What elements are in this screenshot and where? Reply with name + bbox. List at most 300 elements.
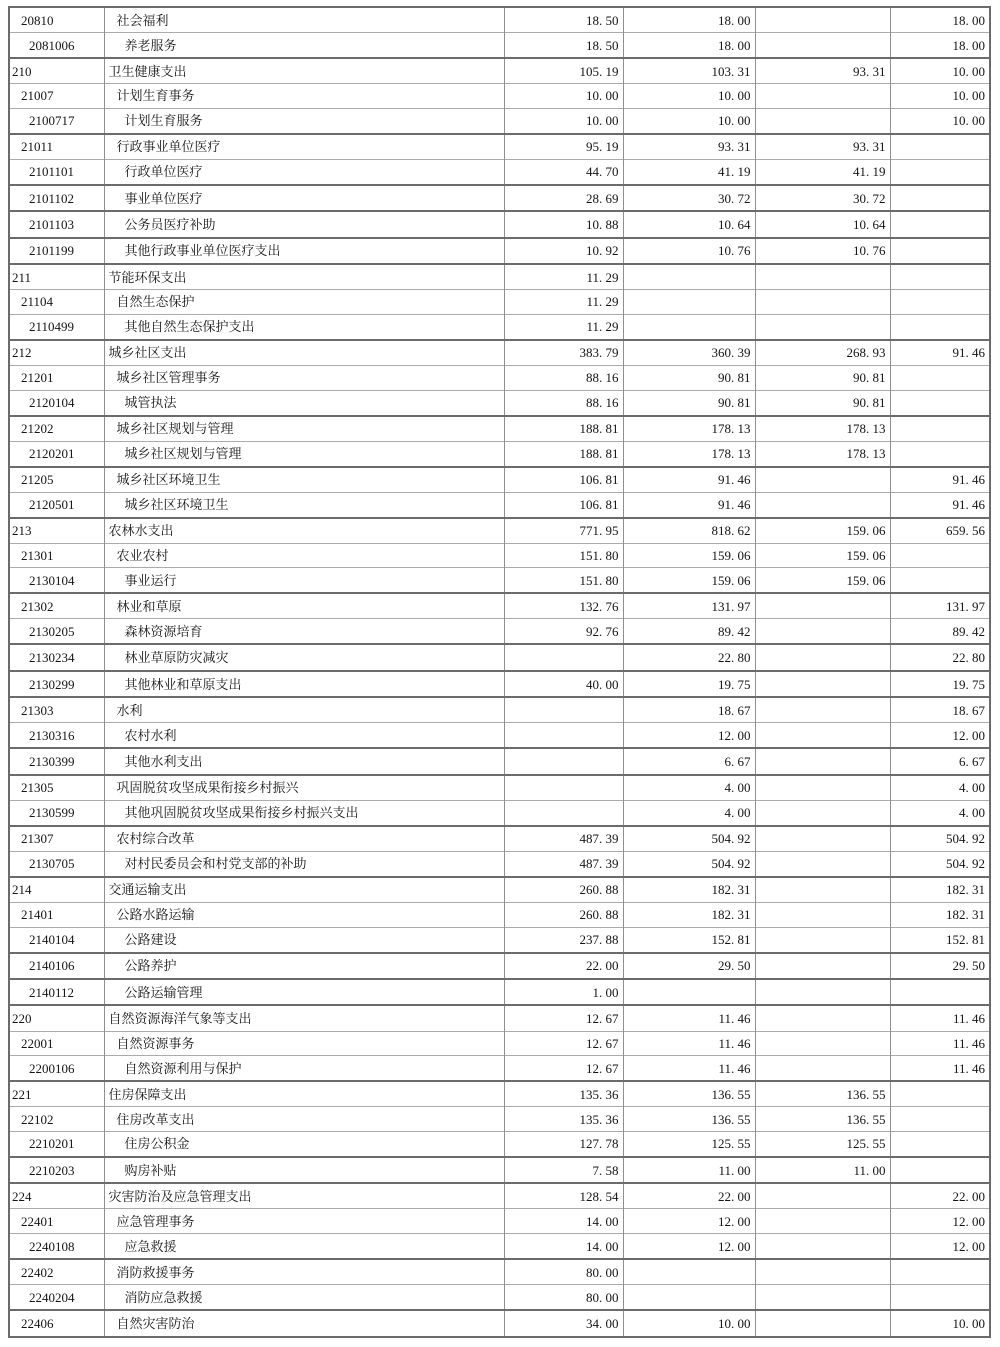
- value-cell: 11. 46: [890, 1056, 990, 1082]
- code-cell: 2240108: [9, 1234, 104, 1260]
- name-cell: 养老服务: [104, 33, 504, 59]
- value-cell: [755, 953, 890, 979]
- code-cell: 22401: [9, 1209, 104, 1234]
- value-cell: [755, 979, 890, 1005]
- value-cell: 22. 80: [623, 644, 755, 670]
- value-cell: [755, 927, 890, 953]
- name-cell: 农业农村: [104, 543, 504, 568]
- value-cell: 18. 50: [504, 7, 623, 33]
- table-row: [9, 1285, 990, 1311]
- value-cell: 268. 93: [755, 340, 890, 366]
- value-cell: 182. 31: [890, 902, 990, 927]
- name-cell: 公路养护: [104, 953, 504, 979]
- table-body: [9, 7, 990, 1337]
- name-cell: 公路运输管理: [104, 979, 504, 1005]
- table-row: [9, 1107, 990, 1132]
- name-cell: 对村民委员会和村党支部的补助: [104, 851, 504, 877]
- table-row: [9, 902, 990, 927]
- value-cell: 135. 36: [504, 1107, 623, 1132]
- value-cell: [890, 365, 990, 390]
- value-cell: [890, 134, 990, 160]
- value-cell: 12. 00: [890, 1234, 990, 1260]
- value-cell: 91. 46: [623, 467, 755, 493]
- value-cell: [890, 1285, 990, 1311]
- value-cell: [890, 441, 990, 467]
- code-cell: 211: [9, 264, 104, 290]
- name-cell: 城乡社区支出: [104, 340, 504, 366]
- code-cell: 213: [9, 518, 104, 544]
- value-cell: [755, 1285, 890, 1311]
- table-row: [9, 365, 990, 390]
- value-cell: 22. 00: [890, 1183, 990, 1209]
- table-row: [9, 1259, 990, 1285]
- value-cell: 18. 50: [504, 33, 623, 59]
- table-row: [9, 492, 990, 518]
- value-cell: [755, 851, 890, 877]
- table-row: [9, 185, 990, 211]
- code-cell: 2130399: [9, 748, 104, 774]
- name-cell: 购房补贴: [104, 1157, 504, 1183]
- value-cell: [755, 1234, 890, 1260]
- code-cell: 2130205: [9, 619, 104, 645]
- value-cell: [890, 159, 990, 185]
- code-cell: 224: [9, 1183, 104, 1209]
- value-cell: 90. 81: [755, 365, 890, 390]
- value-cell: 136. 55: [755, 1107, 890, 1132]
- value-cell: [890, 390, 990, 416]
- name-cell: 住房保障支出: [104, 1081, 504, 1107]
- value-cell: [890, 1157, 990, 1183]
- value-cell: 90. 81: [755, 390, 890, 416]
- code-cell: 21201: [9, 365, 104, 390]
- name-cell: 自然灾害防治: [104, 1310, 504, 1337]
- value-cell: [755, 492, 890, 518]
- table-row: [9, 58, 990, 84]
- value-cell: 41. 19: [755, 159, 890, 185]
- name-cell: 其他巩固脱贫攻坚成果衔接乡村振兴支出: [104, 800, 504, 826]
- value-cell: 237. 88: [504, 927, 623, 953]
- value-cell: 151. 80: [504, 568, 623, 594]
- value-cell: 10. 92: [504, 238, 623, 264]
- value-cell: [623, 979, 755, 1005]
- value-cell: 178. 13: [623, 416, 755, 442]
- code-cell: 2130104: [9, 568, 104, 594]
- value-cell: 136. 55: [623, 1107, 755, 1132]
- code-cell: 214: [9, 877, 104, 903]
- name-cell: 节能环保支出: [104, 264, 504, 290]
- name-cell: 城乡社区环境卫生: [104, 492, 504, 518]
- value-cell: 159. 06: [623, 568, 755, 594]
- value-cell: [890, 211, 990, 237]
- value-cell: [755, 800, 890, 826]
- name-cell: 农村水利: [104, 723, 504, 749]
- name-cell: 社会福利: [104, 7, 504, 33]
- table-row: [9, 1005, 990, 1031]
- value-cell: 10. 00: [504, 84, 623, 109]
- value-cell: [755, 826, 890, 852]
- value-cell: [504, 748, 623, 774]
- value-cell: [755, 7, 890, 33]
- table-row: [9, 340, 990, 366]
- value-cell: 88. 16: [504, 390, 623, 416]
- code-cell: 21007: [9, 84, 104, 109]
- value-cell: 159. 06: [755, 543, 890, 568]
- code-cell: 21202: [9, 416, 104, 442]
- table-row: [9, 390, 990, 416]
- value-cell: 260. 88: [504, 902, 623, 927]
- code-cell: 21401: [9, 902, 104, 927]
- value-cell: 260. 88: [504, 877, 623, 903]
- table-row: [9, 211, 990, 237]
- value-cell: [755, 1031, 890, 1056]
- value-cell: 106. 81: [504, 492, 623, 518]
- value-cell: 14. 00: [504, 1209, 623, 1234]
- value-cell: 125. 55: [623, 1131, 755, 1157]
- code-cell: 21205: [9, 467, 104, 493]
- table-row: [9, 775, 990, 801]
- value-cell: [890, 1081, 990, 1107]
- table-row: [9, 800, 990, 826]
- code-cell: 2081006: [9, 33, 104, 59]
- value-cell: 10. 00: [890, 84, 990, 109]
- value-cell: 44. 70: [504, 159, 623, 185]
- value-cell: 12. 67: [504, 1031, 623, 1056]
- value-cell: [504, 800, 623, 826]
- name-cell: 水利: [104, 697, 504, 723]
- value-cell: [755, 877, 890, 903]
- value-cell: 11. 46: [623, 1056, 755, 1082]
- table-row: [9, 33, 990, 59]
- value-cell: 159. 06: [755, 568, 890, 594]
- value-cell: 182. 31: [623, 902, 755, 927]
- name-cell: 行政事业单位医疗: [104, 134, 504, 160]
- table-row: [9, 1183, 990, 1209]
- name-cell: 其他行政事业单位医疗支出: [104, 238, 504, 264]
- table-row: [9, 159, 990, 185]
- value-cell: 487. 39: [504, 851, 623, 877]
- value-cell: 135. 36: [504, 1081, 623, 1107]
- code-cell: 2101199: [9, 238, 104, 264]
- name-cell: 应急管理事务: [104, 1209, 504, 1234]
- name-cell: 卫生健康支出: [104, 58, 504, 84]
- code-cell: 22402: [9, 1259, 104, 1285]
- code-cell: 21303: [9, 697, 104, 723]
- code-cell: 21011: [9, 134, 104, 160]
- name-cell: 计划生育事务: [104, 84, 504, 109]
- value-cell: 29. 50: [623, 953, 755, 979]
- value-cell: 10. 64: [755, 211, 890, 237]
- value-cell: 30. 72: [755, 185, 890, 211]
- name-cell: 住房改革支出: [104, 1107, 504, 1132]
- value-cell: [890, 568, 990, 594]
- value-cell: 136. 55: [755, 1081, 890, 1107]
- table-row: [9, 877, 990, 903]
- code-cell: 2200106: [9, 1056, 104, 1082]
- value-cell: 18. 00: [890, 7, 990, 33]
- table-row: [9, 568, 990, 594]
- value-cell: [755, 1005, 890, 1031]
- value-cell: 95. 19: [504, 134, 623, 160]
- value-cell: 106. 81: [504, 467, 623, 493]
- value-cell: 131. 97: [623, 593, 755, 619]
- code-cell: 21302: [9, 593, 104, 619]
- value-cell: [890, 314, 990, 340]
- table-row: [9, 1234, 990, 1260]
- value-cell: 1. 00: [504, 979, 623, 1005]
- code-cell: 21301: [9, 543, 104, 568]
- table-row: [9, 671, 990, 697]
- value-cell: [504, 697, 623, 723]
- value-cell: 14. 00: [504, 1234, 623, 1260]
- value-cell: 80. 00: [504, 1259, 623, 1285]
- value-cell: 504. 92: [623, 826, 755, 852]
- table-row: [9, 518, 990, 544]
- value-cell: 18. 00: [890, 33, 990, 59]
- value-cell: 10. 00: [890, 1310, 990, 1337]
- value-cell: 11. 29: [504, 290, 623, 315]
- value-cell: [623, 290, 755, 315]
- value-cell: 10. 00: [890, 108, 990, 134]
- value-cell: [755, 619, 890, 645]
- name-cell: 其他自然生态保护支出: [104, 314, 504, 340]
- value-cell: [890, 543, 990, 568]
- table-row: [9, 723, 990, 749]
- table-row: [9, 134, 990, 160]
- value-cell: 159. 06: [755, 518, 890, 544]
- code-cell: 220: [9, 1005, 104, 1031]
- code-cell: 21307: [9, 826, 104, 852]
- table-row: [9, 593, 990, 619]
- value-cell: 188. 81: [504, 416, 623, 442]
- value-cell: 30. 72: [623, 185, 755, 211]
- value-cell: 125. 55: [755, 1131, 890, 1157]
- value-cell: [755, 1310, 890, 1337]
- value-cell: [755, 84, 890, 109]
- table-row: [9, 108, 990, 134]
- value-cell: 28. 69: [504, 185, 623, 211]
- value-cell: 93. 31: [755, 134, 890, 160]
- value-cell: 91. 46: [890, 467, 990, 493]
- value-cell: 4. 00: [623, 800, 755, 826]
- value-cell: 103. 31: [623, 58, 755, 84]
- value-cell: [890, 1259, 990, 1285]
- value-cell: [755, 1259, 890, 1285]
- name-cell: 农林水支出: [104, 518, 504, 544]
- name-cell: 城乡社区规划与管理: [104, 416, 504, 442]
- value-cell: 12. 00: [890, 723, 990, 749]
- value-cell: 10. 00: [504, 108, 623, 134]
- table-row: [9, 644, 990, 670]
- table-row: [9, 7, 990, 33]
- table-row: [9, 1031, 990, 1056]
- code-cell: 21104: [9, 290, 104, 315]
- value-cell: [623, 264, 755, 290]
- value-cell: 487. 39: [504, 826, 623, 852]
- value-cell: 151. 80: [504, 543, 623, 568]
- name-cell: 应急救援: [104, 1234, 504, 1260]
- name-cell: 森林资源培育: [104, 619, 504, 645]
- value-cell: [755, 264, 890, 290]
- value-cell: 11. 29: [504, 314, 623, 340]
- table-row: [9, 1157, 990, 1183]
- code-cell: 2101103: [9, 211, 104, 237]
- table-row: [9, 927, 990, 953]
- value-cell: [890, 979, 990, 1005]
- value-cell: 12. 00: [623, 723, 755, 749]
- name-cell: 行政单位医疗: [104, 159, 504, 185]
- value-cell: 11. 46: [890, 1031, 990, 1056]
- value-cell: 22. 00: [623, 1183, 755, 1209]
- name-cell: 公务员医疗补助: [104, 211, 504, 237]
- code-cell: 2120201: [9, 441, 104, 467]
- value-cell: 91. 46: [890, 492, 990, 518]
- value-cell: 771. 95: [504, 518, 623, 544]
- value-cell: 91. 46: [890, 340, 990, 366]
- table-row: [9, 748, 990, 774]
- name-cell: 城乡社区管理事务: [104, 365, 504, 390]
- table-row: [9, 619, 990, 645]
- code-cell: 2130299: [9, 671, 104, 697]
- value-cell: 12. 00: [623, 1209, 755, 1234]
- value-cell: [755, 290, 890, 315]
- value-cell: [623, 1285, 755, 1311]
- value-cell: 188. 81: [504, 441, 623, 467]
- value-cell: 92. 76: [504, 619, 623, 645]
- table-row: [9, 84, 990, 109]
- name-cell: 自然资源海洋气象等支出: [104, 1005, 504, 1031]
- name-cell: 交通运输支出: [104, 877, 504, 903]
- code-cell: 20810: [9, 7, 104, 33]
- value-cell: 88. 16: [504, 365, 623, 390]
- value-cell: 132. 76: [504, 593, 623, 619]
- value-cell: 6. 67: [890, 748, 990, 774]
- value-cell: [504, 644, 623, 670]
- code-cell: 212: [9, 340, 104, 366]
- value-cell: 11. 00: [755, 1157, 890, 1183]
- value-cell: 360. 39: [623, 340, 755, 366]
- name-cell: 住房公积金: [104, 1131, 504, 1157]
- value-cell: 34. 00: [504, 1310, 623, 1337]
- value-cell: 11. 29: [504, 264, 623, 290]
- value-cell: 93. 31: [755, 58, 890, 84]
- name-cell: 城管执法: [104, 390, 504, 416]
- name-cell: 公路建设: [104, 927, 504, 953]
- value-cell: 10. 88: [504, 211, 623, 237]
- value-cell: 178. 13: [623, 441, 755, 467]
- code-cell: 2101102: [9, 185, 104, 211]
- value-cell: [755, 1056, 890, 1082]
- value-cell: 19. 75: [890, 671, 990, 697]
- table-row: [9, 697, 990, 723]
- code-cell: 2140104: [9, 927, 104, 953]
- code-cell: 210: [9, 58, 104, 84]
- value-cell: 12. 67: [504, 1005, 623, 1031]
- name-cell: 自然生态保护: [104, 290, 504, 315]
- value-cell: [755, 671, 890, 697]
- value-cell: 136. 55: [623, 1081, 755, 1107]
- value-cell: 11. 46: [890, 1005, 990, 1031]
- value-cell: 383. 79: [504, 340, 623, 366]
- value-cell: [504, 775, 623, 801]
- code-cell: 22102: [9, 1107, 104, 1132]
- name-cell: 林业和草原: [104, 593, 504, 619]
- value-cell: 10. 64: [623, 211, 755, 237]
- value-cell: 4. 00: [890, 775, 990, 801]
- value-cell: 504. 92: [890, 826, 990, 852]
- value-cell: 18. 00: [623, 7, 755, 33]
- value-cell: [755, 593, 890, 619]
- value-cell: 22. 80: [890, 644, 990, 670]
- value-cell: [755, 467, 890, 493]
- table-row: [9, 290, 990, 315]
- value-cell: 10. 00: [890, 58, 990, 84]
- table-row: [9, 543, 990, 568]
- value-cell: 10. 76: [755, 238, 890, 264]
- value-cell: 10. 00: [623, 1310, 755, 1337]
- value-cell: [755, 775, 890, 801]
- name-cell: 城乡社区规划与管理: [104, 441, 504, 467]
- code-cell: 22001: [9, 1031, 104, 1056]
- value-cell: 4. 00: [623, 775, 755, 801]
- value-cell: 10. 00: [623, 108, 755, 134]
- value-cell: 128. 54: [504, 1183, 623, 1209]
- value-cell: [755, 697, 890, 723]
- name-cell: 其他林业和草原支出: [104, 671, 504, 697]
- code-cell: 2110499: [9, 314, 104, 340]
- value-cell: 7. 58: [504, 1157, 623, 1183]
- value-cell: [755, 1183, 890, 1209]
- value-cell: [755, 33, 890, 59]
- value-cell: 127. 78: [504, 1131, 623, 1157]
- name-cell: 巩固脱贫攻坚成果衔接乡村振兴: [104, 775, 504, 801]
- value-cell: 152. 81: [623, 927, 755, 953]
- table-row: [9, 1056, 990, 1082]
- value-cell: 18. 67: [890, 697, 990, 723]
- value-cell: 18. 00: [623, 33, 755, 59]
- value-cell: 4. 00: [890, 800, 990, 826]
- name-cell: 农村综合改革: [104, 826, 504, 852]
- table-row: [9, 416, 990, 442]
- budget-table: [8, 6, 991, 1338]
- value-cell: 10. 00: [623, 84, 755, 109]
- name-cell: 其他水利支出: [104, 748, 504, 774]
- value-cell: 159. 06: [623, 543, 755, 568]
- value-cell: 19. 75: [623, 671, 755, 697]
- table-row: [9, 1209, 990, 1234]
- table-row: [9, 238, 990, 264]
- value-cell: 11. 46: [623, 1005, 755, 1031]
- value-cell: 6. 67: [623, 748, 755, 774]
- value-cell: 18. 67: [623, 697, 755, 723]
- value-cell: 11. 00: [623, 1157, 755, 1183]
- value-cell: 12. 00: [890, 1209, 990, 1234]
- name-cell: 事业运行: [104, 568, 504, 594]
- table-row: [9, 1310, 990, 1337]
- value-cell: [890, 185, 990, 211]
- value-cell: 504. 92: [623, 851, 755, 877]
- value-cell: 12. 00: [623, 1234, 755, 1260]
- name-cell: 消防应急救援: [104, 1285, 504, 1311]
- code-cell: 2130234: [9, 644, 104, 670]
- table-row: [9, 979, 990, 1005]
- code-cell: 2210201: [9, 1131, 104, 1157]
- value-cell: 178. 13: [755, 416, 890, 442]
- code-cell: 2240204: [9, 1285, 104, 1311]
- name-cell: 自然资源事务: [104, 1031, 504, 1056]
- table-row: [9, 264, 990, 290]
- value-cell: 89. 42: [623, 619, 755, 645]
- name-cell: 计划生育服务: [104, 108, 504, 134]
